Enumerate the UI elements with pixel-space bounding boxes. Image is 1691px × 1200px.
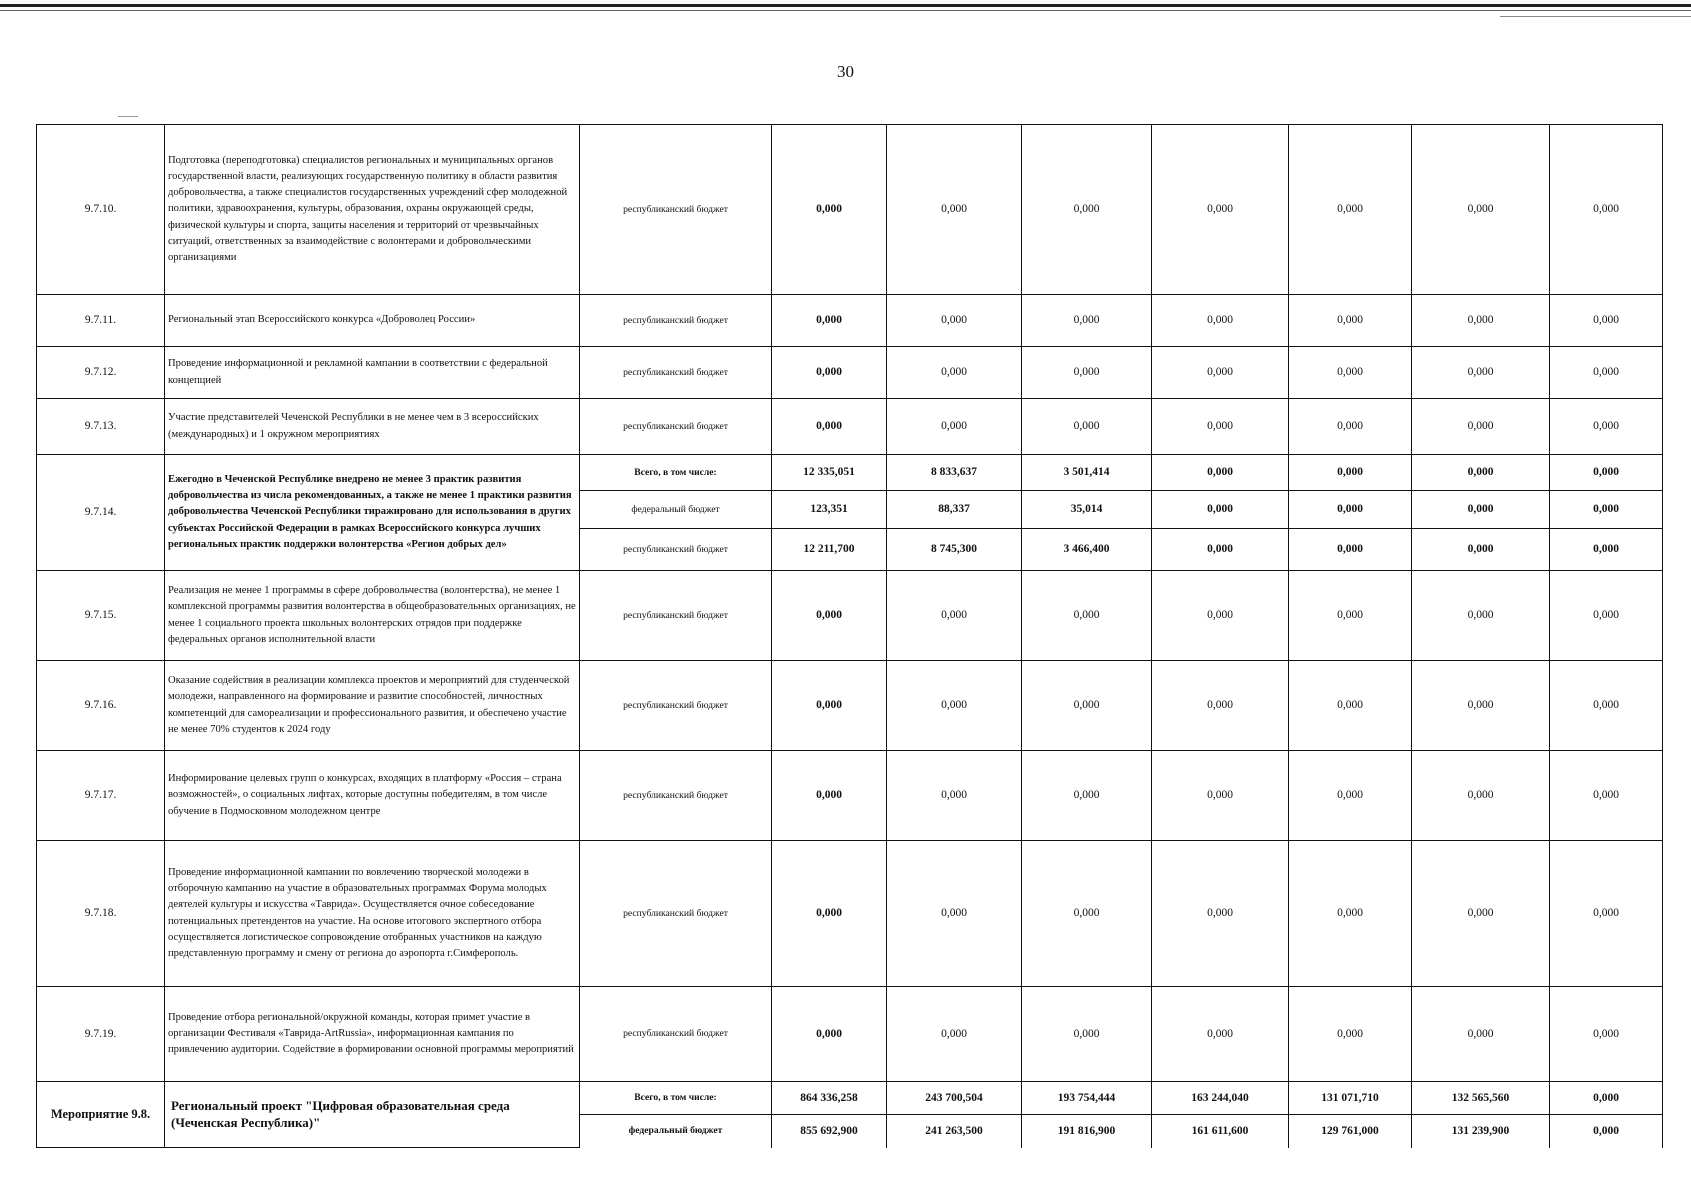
funding-source: республиканский бюджет — [580, 751, 772, 841]
value-cell: 0,000 — [1412, 661, 1550, 751]
value-cell: 0,000 — [1289, 399, 1412, 455]
row-description: Проведение информационной кампании по вовлечению творческой молодежи в отборочную кампанию на участие в образовательных программах Форума молодых деятелей культуры и искусства «Таврида». Осуществляется очное собеседование потенциальных претендентов на участие. На основе итогового экспертного отбора осуществляется логистическое сопровождение отобранных участников на каждую представленную программу и смену от региона до аэропорта г.Симферополь. — [165, 841, 580, 987]
value-cell: 0,000 — [1289, 529, 1412, 571]
value-cell: 8 833,637 — [887, 455, 1022, 491]
value-cell: 0,000 — [887, 841, 1022, 987]
value-cell: 0,000 — [1152, 529, 1289, 571]
value-cell: 0,000 — [1152, 295, 1289, 347]
value-cell: 0,000 — [1289, 571, 1412, 661]
row-code: 9.7.17. — [37, 751, 165, 841]
value-cell: 0,000 — [1152, 841, 1289, 987]
value-cell: 0,000 — [887, 399, 1022, 455]
table-row — [37, 841, 1663, 987]
value-cell: 161 611,600 — [1152, 1115, 1289, 1148]
value-cell: 123,351 — [772, 491, 887, 529]
row-code: 9.7.13. — [37, 399, 165, 455]
table-row — [37, 751, 1663, 841]
row-description: Подготовка (переподготовка) специалистов региональных и муниципальных органов государственной власти, реализующих государственную политику в области развития добровольчества, а также специалистов государственных учреждений сфер молодежной политики, здравоохранения, культуры, образования, охраны окружающей среды, физической культуры и спорта, защиты населения и территорий от чрезвычайных ситуаций, ответственных за взаимодействие с волонтерами и добровольческими организациями — [165, 125, 580, 295]
value-cell: 0,000 — [1022, 125, 1152, 295]
value-cell: 0,000 — [1152, 571, 1289, 661]
value-cell: 0,000 — [1289, 295, 1412, 347]
value-cell: 0,000 — [1550, 455, 1663, 491]
row-code: 9.7.14. — [37, 455, 165, 571]
table-row — [37, 661, 1663, 751]
value-cell: 0,000 — [1152, 751, 1289, 841]
row-code: 9.7.19. — [37, 987, 165, 1082]
value-cell: 0,000 — [887, 125, 1022, 295]
value-cell: 131 071,710 — [1289, 1082, 1412, 1115]
value-cell: 0,000 — [772, 125, 887, 295]
table-row — [37, 987, 1663, 1082]
value-cell: 0,000 — [1412, 125, 1550, 295]
value-cell: 0,000 — [1022, 841, 1152, 987]
value-cell: 0,000 — [1152, 661, 1289, 751]
value-cell: 0,000 — [772, 347, 887, 399]
table-row — [37, 399, 1663, 455]
value-cell: 0,000 — [1412, 455, 1550, 491]
value-cell: 0,000 — [1022, 295, 1152, 347]
row-description: Информирование целевых групп о конкурсах, входящих в платформу «Россия – страна возможностей», о социальных лифтах, которые доступны победителям, в том числе обучение в Подмосковном молодежном центре — [165, 751, 580, 841]
value-cell: 0,000 — [1412, 529, 1550, 571]
value-cell: 0,000 — [1289, 841, 1412, 987]
value-cell: 0,000 — [1022, 571, 1152, 661]
row-code: 9.7.12. — [37, 347, 165, 399]
value-cell: 12 335,051 — [772, 455, 887, 491]
table-row — [37, 347, 1663, 399]
value-cell: 0,000 — [1412, 841, 1550, 987]
table-row — [37, 1082, 1663, 1115]
value-cell: 0,000 — [1550, 347, 1663, 399]
table-row — [37, 125, 1663, 295]
page-number: 30 — [837, 62, 854, 81]
value-cell: 193 754,444 — [1022, 1082, 1152, 1115]
value-cell: 0,000 — [1412, 347, 1550, 399]
row-code: 9.7.10. — [37, 125, 165, 295]
value-cell: 0,000 — [772, 751, 887, 841]
row-code: 9.7.16. — [37, 661, 165, 751]
value-cell: 0,000 — [887, 661, 1022, 751]
funding-source: республиканский бюджет — [580, 347, 772, 399]
value-cell: 0,000 — [1550, 1115, 1663, 1148]
value-cell: 0,000 — [887, 571, 1022, 661]
row-description: Региональный этап Всероссийского конкурса «Доброволец России» — [165, 295, 580, 347]
value-cell: 0,000 — [1550, 841, 1663, 987]
value-cell: 864 336,258 — [772, 1082, 887, 1115]
value-cell: 35,014 — [1022, 491, 1152, 529]
value-cell: 0,000 — [772, 295, 887, 347]
value-cell: 241 263,500 — [887, 1115, 1022, 1148]
value-cell: 0,000 — [887, 295, 1022, 347]
funding-source: Всего, в том числе: — [580, 455, 772, 491]
funding-source: федеральный бюджет — [580, 491, 772, 529]
value-cell: 0,000 — [1412, 987, 1550, 1082]
value-cell: 0,000 — [1289, 491, 1412, 529]
value-cell: 3 466,400 — [1022, 529, 1152, 571]
table-body — [37, 125, 1663, 1148]
table-row — [37, 571, 1663, 661]
value-cell: 0,000 — [887, 347, 1022, 399]
funding-source: республиканский бюджет — [580, 399, 772, 455]
row-description: Проведение отбора региональной/окружной команды, которая примет участие в организации Фестиваля «Таврида-ArtRussia», информационная кампания по привлечению аудитории. Содействие в формировании основной программы мероприятий — [165, 987, 580, 1082]
value-cell: 0,000 — [1550, 491, 1663, 529]
value-cell: 0,000 — [772, 399, 887, 455]
value-cell: 0,000 — [887, 751, 1022, 841]
value-cell: 0,000 — [1022, 661, 1152, 751]
event-description: Региональный проект "Цифровая образовательная среда (Чеченская Республика)" — [165, 1082, 580, 1148]
value-cell: 0,000 — [1289, 347, 1412, 399]
funding-source: республиканский бюджет — [580, 661, 772, 751]
budget-table — [36, 124, 1663, 1148]
funding-source: республиканский бюджет — [580, 571, 772, 661]
funding-source: республиканский бюджет — [580, 841, 772, 987]
value-cell: 0,000 — [1550, 661, 1663, 751]
value-cell: 88,337 — [887, 491, 1022, 529]
value-cell: 0,000 — [1412, 399, 1550, 455]
value-cell: 0,000 — [1289, 751, 1412, 841]
value-cell: 3 501,414 — [1022, 455, 1152, 491]
row-description: Участие представителей Чеченской Республики в не менее чем в 3 всероссийских (международных) и 1 окружном мероприятиях — [165, 399, 580, 455]
value-cell: 131 239,900 — [1412, 1115, 1550, 1148]
row-code: 9.7.18. — [37, 841, 165, 987]
value-cell: 0,000 — [772, 987, 887, 1082]
row-description: Ежегодно в Чеченской Республике внедрено не менее 3 практик развития добровольчества из числа рекомендованных, а также не менее 1 практики развития добровольчества Чеченской Республики тиражировано для использования в других субъектах Российской Федерации в рамках Всероссийского конкурса лучших региональных практик поддержки волонтерства «Регион добрых дел» — [165, 455, 580, 571]
value-cell: 0,000 — [1289, 987, 1412, 1082]
value-cell: 0,000 — [1022, 347, 1152, 399]
value-cell: 0,000 — [1152, 125, 1289, 295]
row-description: Оказание содействия в реализации комплекса проектов и мероприятий для студенческой молодежи, направленного на формирование и развитие способностей, личностных компетенций для самореализации и профессионального развития, и обеспечено участие не менее 70% студентов к 2024 году — [165, 661, 580, 751]
value-cell: 0,000 — [1289, 125, 1412, 295]
value-cell: 8 745,300 — [887, 529, 1022, 571]
table-row — [37, 455, 1663, 491]
top-rule-thin — [0, 10, 1691, 11]
value-cell: 0,000 — [772, 661, 887, 751]
top-rule-short — [1500, 16, 1691, 17]
table-row — [37, 295, 1663, 347]
margin-mark — [118, 116, 138, 117]
value-cell: 0,000 — [887, 987, 1022, 1082]
value-cell: 243 700,504 — [887, 1082, 1022, 1115]
value-cell: 0,000 — [1289, 661, 1412, 751]
value-cell: 191 816,900 — [1022, 1115, 1152, 1148]
value-cell: 0,000 — [1550, 1082, 1663, 1115]
value-cell: 0,000 — [1152, 455, 1289, 491]
value-cell: 129 761,000 — [1289, 1115, 1412, 1148]
value-cell: 855 692,900 — [772, 1115, 887, 1148]
row-description: Реализация не менее 1 программы в сфере добровольчества (волонтерства), не менее 1 комплексной программы развития волонтерства в общеобразовательных организациях, не менее 1 социального проекта школьных волонтерских отрядов при поддержке федеральных органов исполнительной власти — [165, 571, 580, 661]
event-code: Мероприятие 9.8. — [37, 1082, 165, 1148]
value-cell: 0,000 — [1412, 295, 1550, 347]
funding-source: федеральный бюджет — [580, 1115, 772, 1148]
value-cell: 12 211,700 — [772, 529, 887, 571]
value-cell: 0,000 — [1152, 399, 1289, 455]
value-cell: 0,000 — [1412, 751, 1550, 841]
value-cell: 0,000 — [1550, 987, 1663, 1082]
funding-source: республиканский бюджет — [580, 529, 772, 571]
funding-source: республиканский бюджет — [580, 295, 772, 347]
value-cell: 0,000 — [1550, 529, 1663, 571]
value-cell: 0,000 — [772, 841, 887, 987]
value-cell: 0,000 — [1022, 399, 1152, 455]
value-cell: 0,000 — [1412, 491, 1550, 529]
value-cell: 0,000 — [1550, 571, 1663, 661]
value-cell: 0,000 — [1152, 491, 1289, 529]
row-description: Проведение информационной и рекламной кампании в соответствии с федеральной концепцией — [165, 347, 580, 399]
value-cell: 0,000 — [1550, 125, 1663, 295]
value-cell: 163 244,040 — [1152, 1082, 1289, 1115]
row-code: 9.7.11. — [37, 295, 165, 347]
funding-source: республиканский бюджет — [580, 125, 772, 295]
top-rule — [0, 4, 1691, 7]
value-cell: 132 565,560 — [1412, 1082, 1550, 1115]
value-cell: 0,000 — [1152, 987, 1289, 1082]
funding-source: республиканский бюджет — [580, 987, 772, 1082]
value-cell: 0,000 — [772, 571, 887, 661]
value-cell: 0,000 — [1550, 295, 1663, 347]
funding-source: Всего, в том числе: — [580, 1082, 772, 1115]
row-code: 9.7.15. — [37, 571, 165, 661]
value-cell: 0,000 — [1022, 751, 1152, 841]
value-cell: 0,000 — [1022, 987, 1152, 1082]
value-cell: 0,000 — [1550, 751, 1663, 841]
value-cell: 0,000 — [1289, 455, 1412, 491]
value-cell: 0,000 — [1550, 399, 1663, 455]
value-cell: 0,000 — [1152, 347, 1289, 399]
value-cell: 0,000 — [1412, 571, 1550, 661]
